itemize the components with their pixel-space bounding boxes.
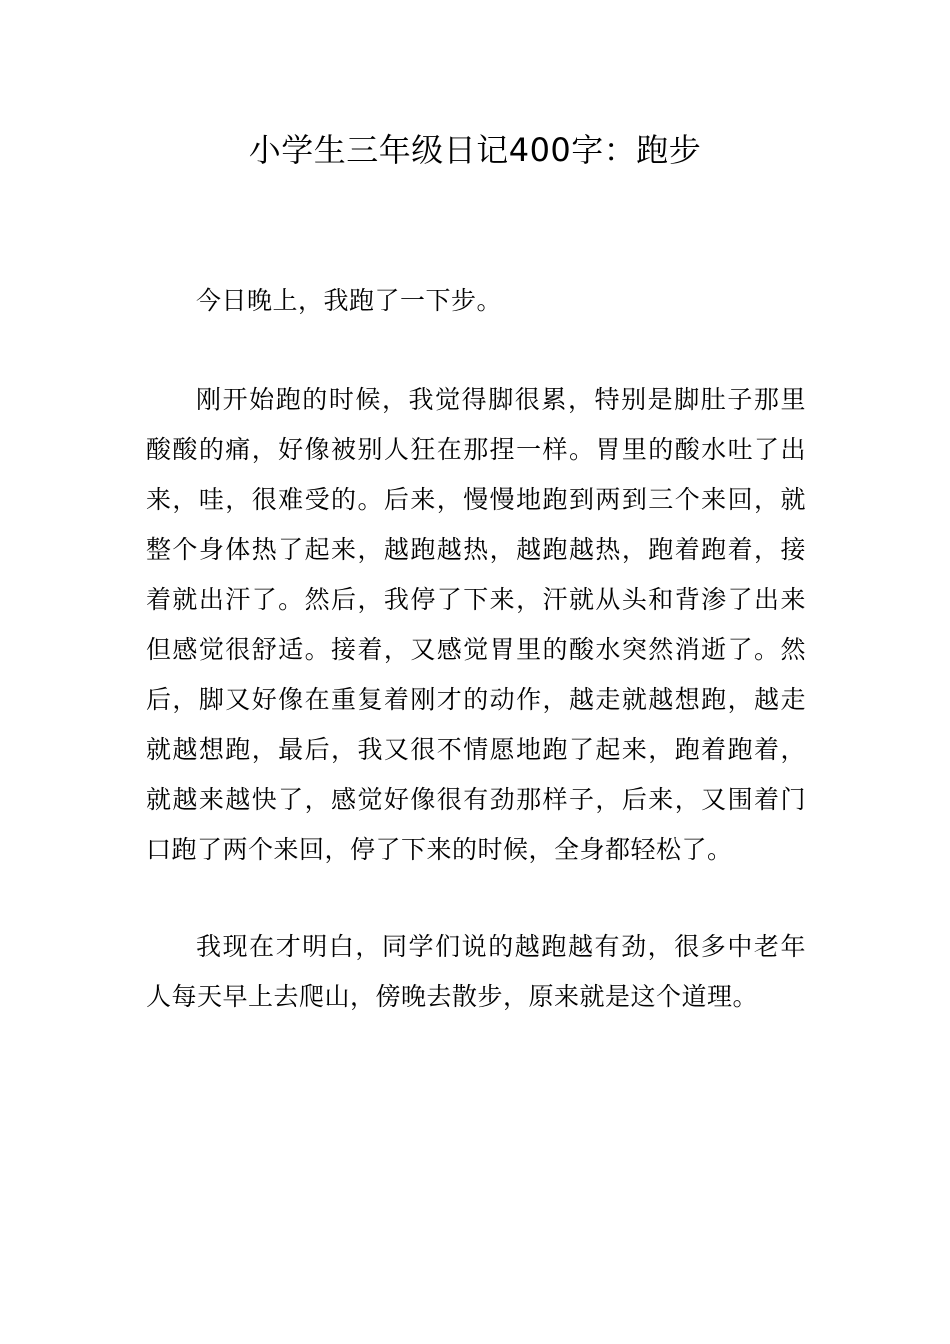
paragraph-conclusion: 我现在才明白，同学们说的越跑越有劲，很多中老年人每天早上去爬山，傍晚去散步，原来就是这个道理。 [146, 932, 806, 1011]
document-title: 小学生三年级日记400字：跑步 [248, 131, 702, 169]
paragraph-intro: 今日晚上，我跑了一下步。 [196, 286, 503, 315]
paragraph-running-experience: 刚开始跑的时候，我觉得脚很累，特别是脚肚子那里酸酸的痛，好像被别人狂在那捏一样。胃里的酸水吐了出来，哇，很难受的。后来，慢慢地跑到两到三个来回，就整个身体热了起来，越跑越热，越跑越热，跑着跑着，接着就出汗了。然后，我停了下来，汗就从头和背渗了出来但感觉很舒适。接着，又感觉胃里的酸水突然消逝了。然后，脚又好像在重复着刚才的动作，越走就越想跑，越走就越想跑，最后，我又很不情愿地跑了起来，跑着跑着，就越来越快了，感觉好像很有劲那样子，后来，又围着门口跑了两个来回，停了下来的时候，全身都轻松了。 [146, 385, 806, 864]
